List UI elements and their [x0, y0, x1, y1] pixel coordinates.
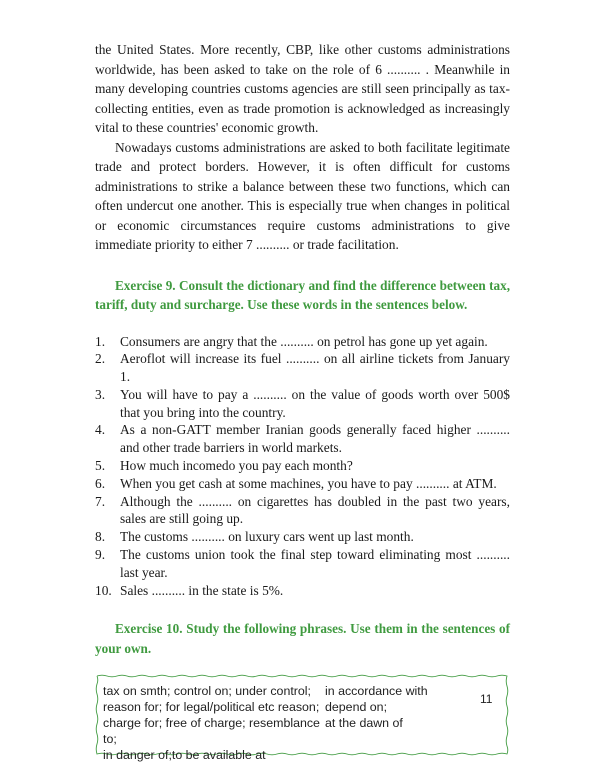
- phrase-line: in danger of;to be available at: [103, 747, 266, 762]
- list-item: 5. How much incomedo you pay each month?: [95, 458, 353, 474]
- list-item: 6. When you get cash at some machines, you have to pay .......... at ATM.: [95, 475, 497, 491]
- phrase-box: [95, 674, 509, 762]
- exercise-9-heading: Exercise 9. Consult the dictionary and find the difference between tax, tariff, duty and surcharge. Use these words in the sentences below.: [95, 277, 510, 312]
- phrase-line: depend on;: [325, 700, 388, 715]
- exercise-10-heading: Exercise 10. Study the following phrases. Use them in the sentences of your own.: [95, 621, 510, 656]
- phrase-line: reason for; for legal/political etc reason;: [103, 700, 320, 715]
- list-item: 1. Consumers are angry that the .......... on petrol has gone up yet again.: [95, 333, 488, 349]
- exercise-9-list: [95, 333, 510, 600]
- phrase-line: tax on smth; control on; under control;: [103, 684, 311, 699]
- phrase-line: in accordance with: [325, 684, 428, 699]
- list-item: 2. Aeroflot will increase its fuel .......... on all airline tickets from January 1.: [95, 351, 510, 385]
- list-item: 7. Although the .......... on cigarettes has doubled in the past two years, sales are still going up.: [95, 493, 510, 527]
- list-item: 9. The customs union took the final step toward eliminating most .......... last year.: [95, 547, 510, 580]
- phrase-column-right: [325, 684, 428, 763]
- phrase-line: at the dawn of: [325, 716, 403, 731]
- phrase-column-left: [103, 684, 325, 763]
- list-item: 3. You will have to pay a .......... on the value of goods worth over 500$ that you bring into the country.: [95, 386, 510, 420]
- phrase-line: charge for; free of charge; resemblance to;: [103, 716, 320, 746]
- page-number: 11: [480, 692, 493, 706]
- paragraph-2: Nowadays customs administrations are asked to both facilitate legitimate trade and protect borders. However, it is often difficult for customs administrations to strike a balance between these two functions, which can often undercut one another. This is especially true when changes in political or economic circumstances require customs administrations to give immediate priority to either 7 .......... or trade facilitation.: [95, 139, 510, 252]
- paragraph-1: the United States. More recently, CBP, like other customs administrations worldwide, has been asked to take on the role of 6 .......... . Meanwhile in many developing countries customs agencies are still seen principally as tax-collecting entities, even as trade promotion is acknowledged as increasingly vital to these countries' economic growth.: [95, 42, 510, 135]
- list-item: 8. The customs .......... on luxury cars went up last month.: [95, 529, 414, 545]
- list-item: 4. As a non-GATT member Iranian goods generally faced higher .......... and other trade barriers in world markets.: [95, 422, 510, 456]
- page-content: [95, 40, 510, 762]
- list-item: 10. Sales .......... in the state is 5%.: [95, 582, 284, 598]
